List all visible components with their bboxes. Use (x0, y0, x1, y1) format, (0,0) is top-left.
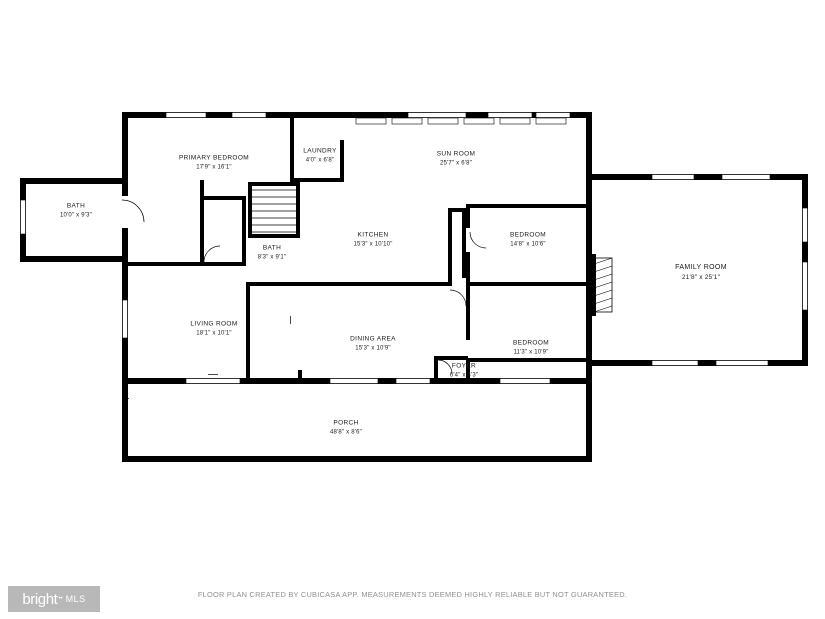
room-dimension: 6'4" x 4'3" (449, 372, 479, 379)
watermark-superscript: •• (58, 596, 63, 602)
room-dimension: 21'8" x 25'1" (681, 274, 721, 282)
room-name: PORCH (333, 419, 359, 427)
room-dimension: 11'3" x 10'9" (513, 349, 549, 356)
room-fills (20, 112, 808, 462)
room-name: LIVING ROOM (190, 320, 238, 328)
disclaimer-text: FLOOR PLAN CREATED BY CUBICASA APP. MEASUREMENTS DEEMED HIGHLY RELIABLE BUT NOT GUARANTEED. (197, 590, 628, 599)
brightmls-watermark (8, 586, 100, 612)
room-name: BEDROOM (512, 339, 550, 347)
room-dimension: 17'9" x 16'1" (196, 164, 232, 171)
room-name: FAMILY ROOM (675, 263, 727, 271)
room-dimension: 10'0" x 9'3" (60, 212, 92, 219)
room-name: PRIMARY BEDROOM (178, 154, 250, 162)
room-name: KITCHEN (357, 231, 389, 239)
room-name: DINING AREA (350, 335, 396, 343)
room-dimension: 4'0" x 6'8" (305, 157, 335, 164)
room-name: SUN ROOM (436, 150, 476, 158)
room-dimension: 8'3" x 9'1" (257, 254, 287, 261)
room-dimension: 48'8" x 8'6" (330, 429, 362, 436)
room-name: BATH (262, 244, 282, 252)
room-name: BATH (66, 202, 86, 210)
room-dimension: 15'3" x 10'10" (353, 241, 393, 248)
watermark-mls: MLS (65, 594, 86, 604)
room-name: LAUNDRY (303, 147, 337, 155)
room-name: FOYER (451, 362, 477, 370)
room-dimension: 25'7" x 6'8" (440, 160, 472, 167)
room-dimension: 14'8" x 10'6" (510, 241, 546, 248)
fireplace-hatch (588, 254, 612, 316)
room-dimension: 15'3" x 10'9" (355, 345, 391, 352)
room-name: BEDROOM (509, 231, 547, 239)
watermark-word: bright (22, 590, 58, 608)
room-dimension: 18'1" x 10'1" (196, 330, 232, 337)
